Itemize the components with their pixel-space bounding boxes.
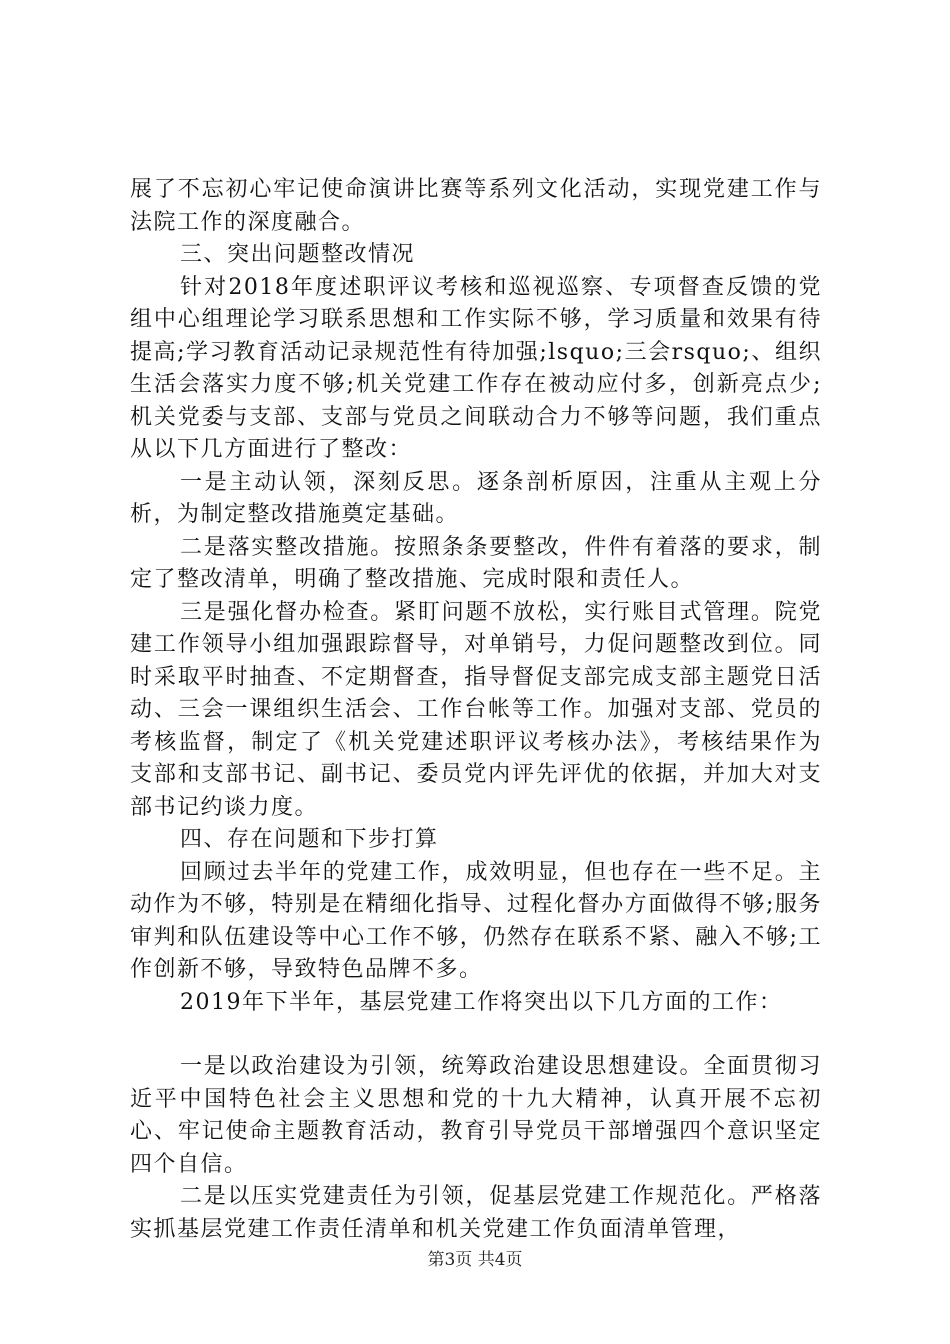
paragraph: 二是落实整改措施。按照条条要整改，件件有着落的要求，制定了整改清单，明确了整改措施、完成时限和责任人。	[130, 534, 822, 592]
page-footer: 第3页 共4页	[427, 1250, 523, 1270]
document-body	[130, 174, 822, 1246]
paragraph-gap	[130, 1019, 822, 1051]
paragraph: 二是以压实党建责任为引领，促基层党建工作规范化。严格落实抓基层党建工作责任清单和机关党建工作负面清单管理，	[130, 1184, 822, 1242]
paragraph: 回顾过去半年的党建工作，成效明显，但也存在一些不足。主动作为不够，特别是在精细化指导、过程化督办方面做得不够;服务审判和队伍建设等中心工作不够，仍然存在联系不紧、融入不够;工作创新不够，导致特色品牌不多。	[130, 859, 822, 982]
paragraph: 三、突出问题整改情况	[180, 242, 416, 267]
paragraph: 三是强化督办检查。紧盯问题不放松，实行账目式管理。院党建工作领导小组加强跟踪督导，对单销号，力促问题整改到位。同时采取平时抽查、不定期督查，指导督促支部完成支部主题党日活动、三会一课组织生活会、工作台帐等工作。加强对支部、党员的考核监督，制定了《机关党建述职评议考核办法》，考核结果作为支部和支部书记、副书记、委员党内评先评优的依据，并加大对支部书记约谈力度。	[130, 599, 822, 820]
paragraph: 一是主动认领，深刻反思。逐条剖析原因，注重从主观上分析，为制定整改措施奠定基础。	[130, 469, 822, 527]
paragraph: 针对2018年度述职评议考核和巡视巡察、专项督查反馈的党组中心组理论学习联系思想和工作实际不够，学习质量和效果有待提高;学习教育活动记录规范性有待加强;lsquo;三会rsquo;、组织生活会落实力度不够;机关党建工作存在被动应付多，创新亮点少;机关党委与支部、支部与党员之间联动合力不够等问题，我们重点从以下几方面进行了整改：	[130, 274, 822, 462]
paragraph: 2019年下半年，基层党建工作将突出以下几方面的工作：	[180, 989, 783, 1015]
paragraph: 一是以政治建设为引领，统筹政治建设思想建设。全面贯彻习近平中国特色社会主义思想和党的十九大精神，认真开展不忘初心、牢记使命主题教育活动，教育引导党员干部增强四个意识坚定四个自信。	[130, 1054, 822, 1177]
paragraph: 展了不忘初心牢记使命演讲比赛等系列文化活动，实现党建工作与法院工作的深度融合。	[130, 177, 822, 235]
paragraph: 四、存在问题和下步打算	[180, 827, 439, 852]
